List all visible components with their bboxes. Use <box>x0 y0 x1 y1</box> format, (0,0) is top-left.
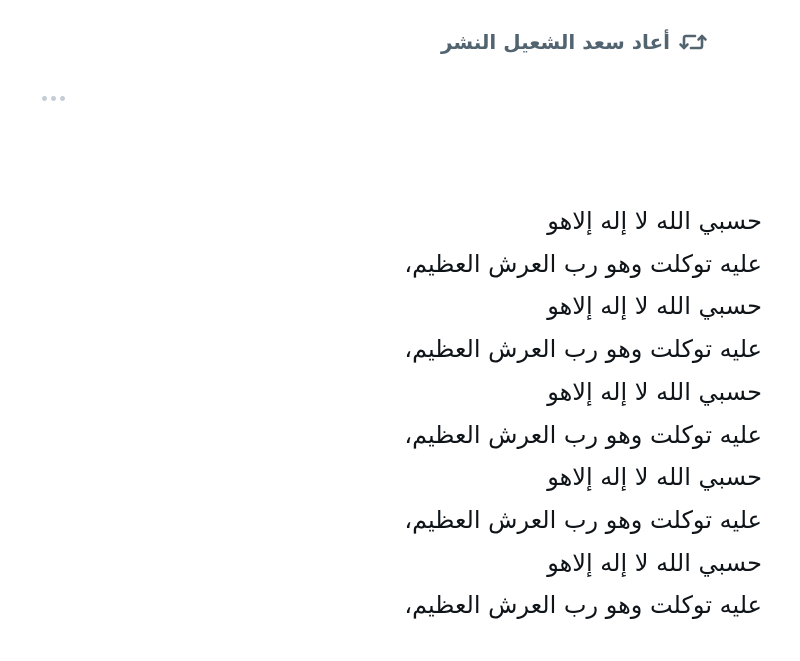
more-horizontal-icon-dot <box>51 96 56 101</box>
tweet-line: عليه توكلت وهو رب العرش العظيم، <box>404 420 762 449</box>
more-horizontal-icon-dot <box>42 96 47 101</box>
tweet-line: حسبي الله لا إله إلاهو <box>547 292 762 321</box>
tweet-line: عليه توكلت وهو رب العرش العظيم، <box>404 249 762 278</box>
tweet-line: عليه توكلت وهو رب العرش العظيم، <box>404 505 762 534</box>
tweet-text <box>282 200 762 627</box>
tweet-line: حسبي الله لا إله إلاهو <box>547 463 762 492</box>
retweet-icon <box>678 30 708 54</box>
tweet-line: عليه توكلت وهو رب العرش العظيم، <box>404 335 762 364</box>
tweet-line: عليه توكلت وهو رب العرش العظيم، <box>404 591 762 620</box>
more-horizontal-icon-dot <box>60 96 65 101</box>
retweet-header[interactable] <box>441 30 708 54</box>
more-options-button[interactable] <box>40 92 67 105</box>
tweet-line: حسبي الله لا إله إلاهو <box>547 377 762 406</box>
tweet-line: حسبي الله لا إله إلاهو <box>547 207 762 235</box>
tweet-line: حسبي الله لا إله إلاهو <box>547 548 762 577</box>
retweet-label[interactable]: أعاد سعد الشعيل النشر <box>440 30 670 54</box>
